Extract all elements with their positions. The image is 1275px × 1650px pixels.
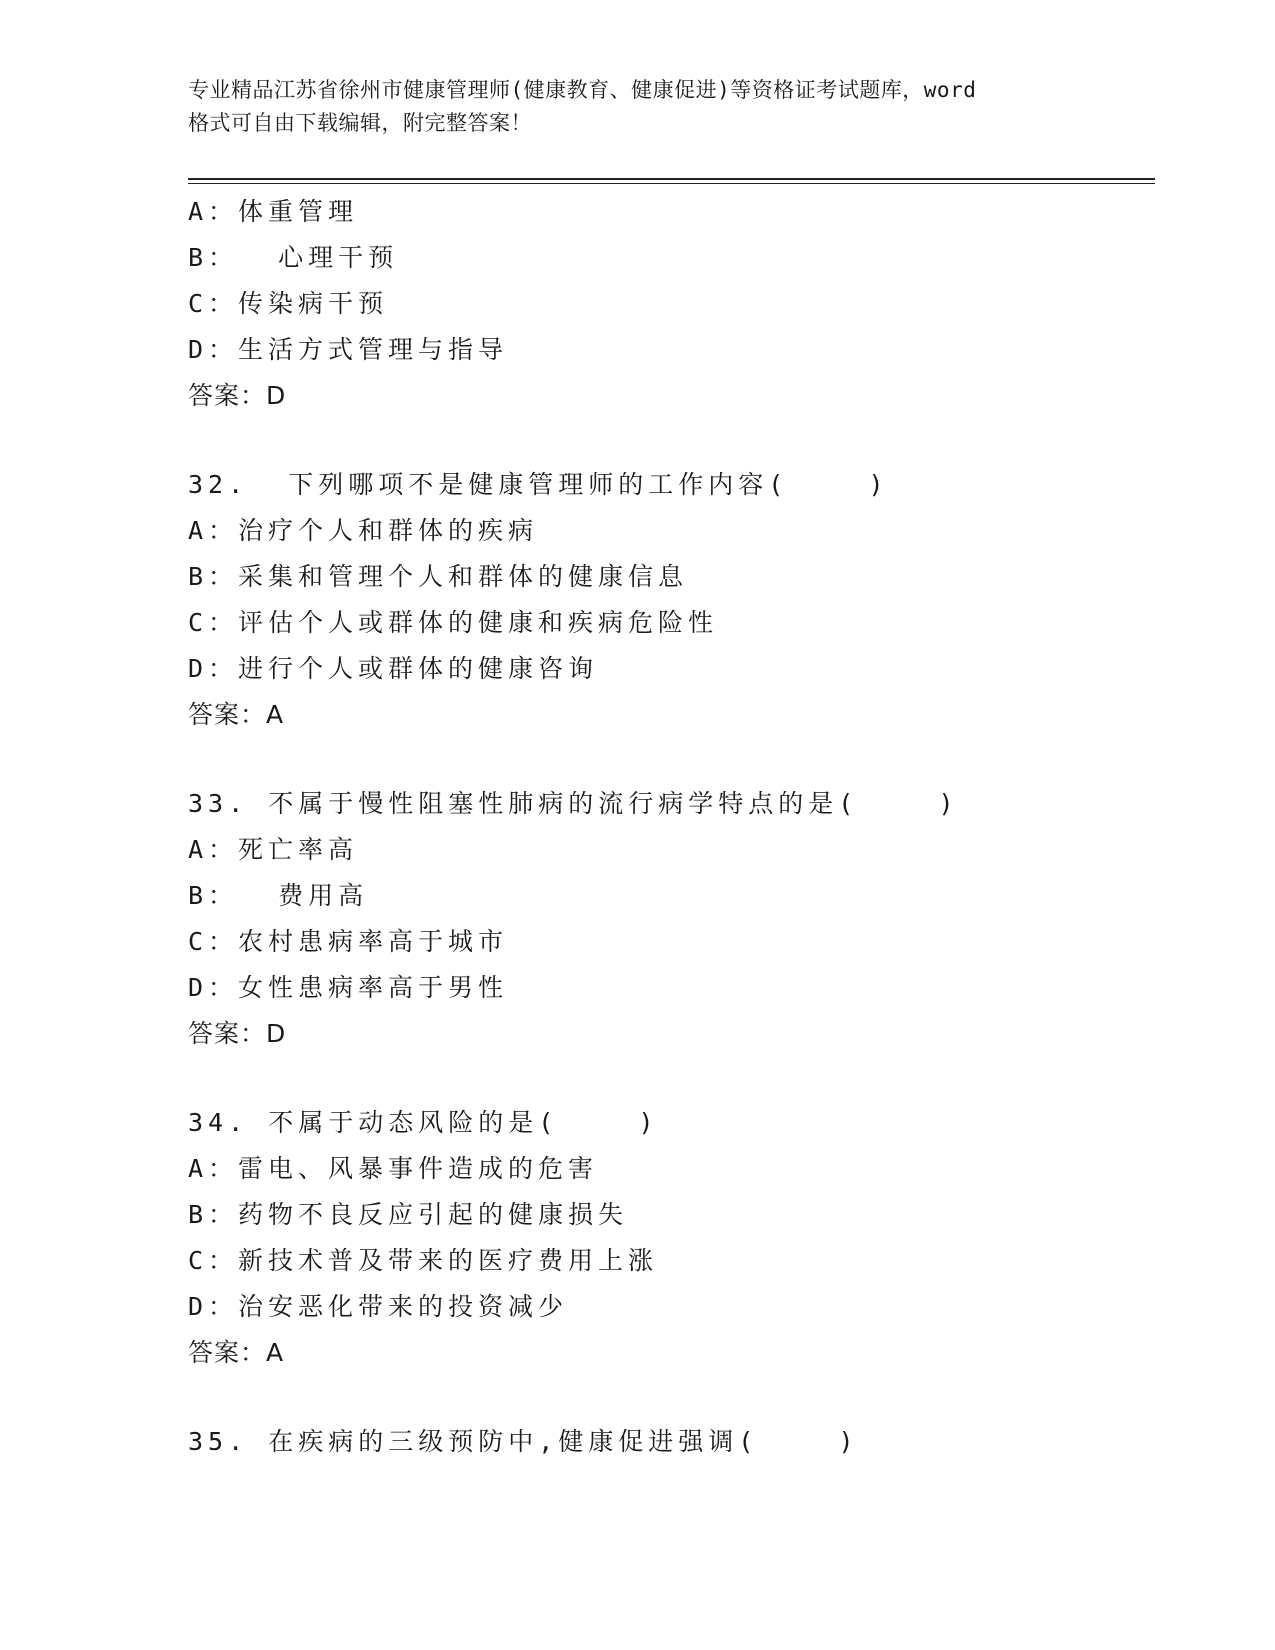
option-b: B： 费用高 bbox=[188, 881, 369, 910]
question-stem: 35. 在疾病的三级预防中,健康促进强调( ) bbox=[188, 1427, 859, 1456]
header-divider-thick bbox=[188, 178, 1155, 180]
option-a: A：治疗个人和群体的疾病 bbox=[188, 516, 539, 545]
question-stem: 33. 不属于慢性阻塞性肺病的流行病学特点的是( ) bbox=[188, 789, 959, 818]
option-d: D：进行个人或群体的健康咨询 bbox=[188, 654, 599, 683]
question-35-block bbox=[188, 1419, 1148, 1465]
option-b: B： 心理干预 bbox=[188, 243, 399, 272]
question-34-block bbox=[188, 1100, 1148, 1376]
option-b: B：药物不良反应引起的健康损失 bbox=[188, 1200, 629, 1229]
answer-line: 答案：A bbox=[188, 700, 285, 729]
option-c: C：传染病干预 bbox=[188, 289, 389, 318]
option-c: C：新技术普及带来的医疗费用上涨 bbox=[188, 1246, 659, 1275]
question-stem: 34. 不属于动态风险的是( ) bbox=[188, 1108, 659, 1137]
option-d: D：治安恶化带来的投资减少 bbox=[188, 1292, 569, 1321]
question-32-block bbox=[188, 462, 1148, 738]
option-d: D：生活方式管理与指导 bbox=[188, 335, 509, 364]
option-a: A：雷电、风暴事件造成的危害 bbox=[188, 1154, 599, 1183]
option-c: C：评估个人或群体的健康和疾病危险性 bbox=[188, 608, 719, 637]
option-d: D：女性患病率高于男性 bbox=[188, 973, 509, 1002]
answer-line: 答案：D bbox=[188, 381, 287, 410]
header-line-1: 专业精品江苏省徐州市健康管理师(健康教育、健康促进)等资格证考试题库，word bbox=[188, 78, 977, 102]
option-c: C：农村患病率高于城市 bbox=[188, 927, 509, 956]
header-divider-thin bbox=[188, 183, 1155, 184]
option-a: A：体重管理 bbox=[188, 197, 359, 226]
question-31-block bbox=[188, 189, 1148, 419]
question-list bbox=[188, 189, 1148, 1465]
option-a: A：死亡率高 bbox=[188, 835, 359, 864]
question-stem: 32. 下列哪项不是健康管理师的工作内容( ) bbox=[188, 470, 889, 499]
page-header bbox=[188, 74, 1088, 140]
answer-line: 答案：A bbox=[188, 1338, 285, 1367]
option-b: B：采集和管理个人和群体的健康信息 bbox=[188, 562, 689, 591]
question-33-block bbox=[188, 781, 1148, 1057]
header-line-2: 格式可自由下载编辑，附完整答案！ bbox=[188, 111, 532, 135]
answer-line: 答案：D bbox=[188, 1019, 287, 1048]
